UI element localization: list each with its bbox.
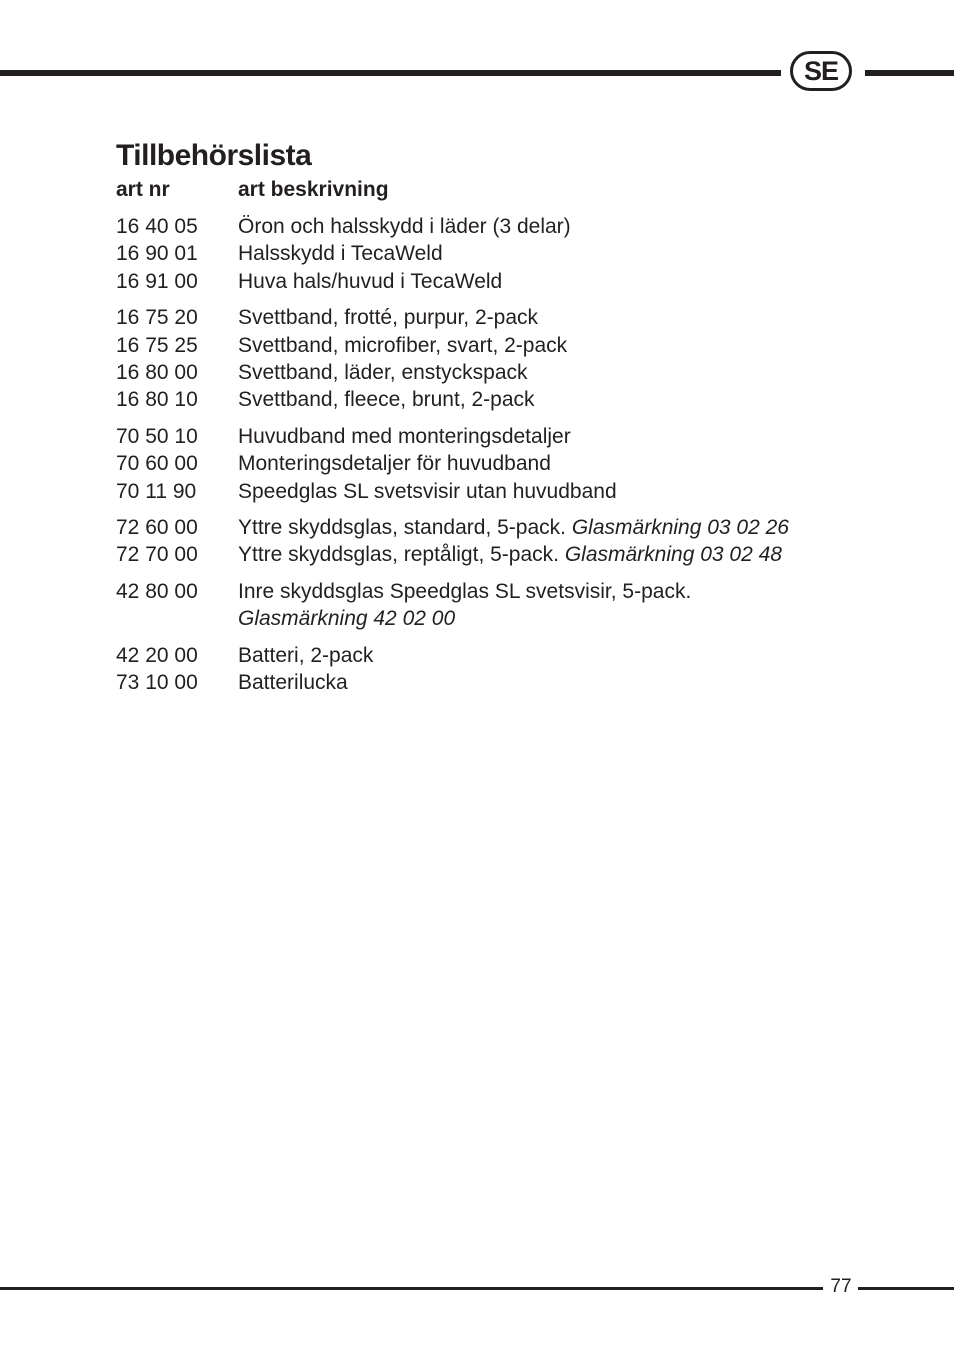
article-number: 70 60 00 xyxy=(116,452,198,476)
description-text: Speedglas SL svetsvisir utan huvudband xyxy=(238,479,617,503)
article-number: 16 90 01 xyxy=(116,242,198,266)
accessory-list xyxy=(116,138,896,697)
description-text: Huvudband med monteringsdetaljer xyxy=(238,424,571,448)
table-row xyxy=(116,669,896,696)
description-text: Monteringsdetaljer för huvudband xyxy=(238,452,551,476)
table-row xyxy=(116,514,896,541)
table-row xyxy=(116,423,896,450)
description-text: Halsskydd i TecaWeld xyxy=(238,242,443,266)
article-description xyxy=(238,213,896,240)
item-group xyxy=(116,642,896,697)
table-row xyxy=(116,450,896,477)
language-badge: SE xyxy=(790,51,852,91)
description-text: Öron och halsskydd i läder (3 delar) xyxy=(238,215,571,238)
article-number xyxy=(116,605,238,632)
article-description xyxy=(238,332,896,359)
article-description xyxy=(238,268,896,295)
article-description xyxy=(238,359,896,386)
article-description xyxy=(238,450,896,477)
table-row xyxy=(116,478,896,505)
table-row xyxy=(116,240,896,267)
description-text: Inre skyddsglas Speedglas SL svetsvisir, 5-pack. xyxy=(238,579,692,603)
description-text: Svettband, fleece, brunt, 2-pack xyxy=(238,388,535,412)
article-description xyxy=(238,386,896,413)
description-text: Svettband, microfiber, svart, 2-pack xyxy=(238,333,568,357)
article-number: 73 10 00 xyxy=(116,671,198,695)
item-group xyxy=(116,578,896,633)
description-text: Huva hals/huvud i TecaWeld xyxy=(238,269,503,293)
article-description xyxy=(238,642,896,669)
table-row xyxy=(116,578,896,605)
glass-marking: Glasmärkning 42 02 00 xyxy=(238,607,456,631)
article-number: 42 80 00 xyxy=(116,579,198,603)
article-description xyxy=(238,514,896,541)
article-number: 72 60 00 xyxy=(116,516,198,540)
article-description xyxy=(238,578,896,605)
item-group xyxy=(116,304,896,414)
header-rule-left xyxy=(0,70,781,76)
footer-rule-right xyxy=(858,1287,954,1290)
table-row xyxy=(116,642,896,669)
article-description xyxy=(238,605,896,632)
table-row xyxy=(116,359,896,386)
description-text: Yttre skyddsglas, standard, 5-pack. xyxy=(238,516,566,540)
footer-rule-left xyxy=(0,1287,823,1290)
description-text: Svettband, läder, enstyckspack xyxy=(238,361,528,385)
table-row xyxy=(116,386,896,413)
article-number: 16 40 05 xyxy=(116,215,198,238)
article-description xyxy=(238,541,896,568)
header-rule-right xyxy=(865,70,954,76)
column-header-description: art beskrivning xyxy=(238,178,389,201)
table-row xyxy=(116,213,896,240)
description-text: Batterilucka xyxy=(238,671,348,695)
article-number: 16 80 00 xyxy=(116,361,198,385)
article-number: 42 20 00 xyxy=(116,643,198,667)
description-text: Svettband, frotté, purpur, 2-pack xyxy=(238,306,539,330)
table-row-continuation xyxy=(116,605,896,632)
article-number: 16 80 10 xyxy=(116,388,198,412)
table-row xyxy=(116,541,896,568)
article-description xyxy=(238,240,896,267)
table-header xyxy=(116,176,896,204)
article-number: 16 91 00 xyxy=(116,269,198,293)
article-description xyxy=(238,423,896,450)
article-number: 72 70 00 xyxy=(116,543,198,567)
page-title: Tillbehörslista xyxy=(116,139,312,172)
item-group xyxy=(116,213,896,295)
article-description xyxy=(238,304,896,331)
column-header-art-nr: art nr xyxy=(116,178,170,201)
article-description xyxy=(238,478,896,505)
description-text: Batteri, 2-pack xyxy=(238,643,374,667)
article-number: 16 75 25 xyxy=(116,333,198,357)
description-text: Yttre skyddsglas, reptåligt, 5-pack. xyxy=(238,543,559,567)
article-number: 16 75 20 xyxy=(116,306,198,330)
article-number: 70 11 90 xyxy=(116,479,197,503)
article-number: 70 50 10 xyxy=(116,424,198,448)
article-description xyxy=(238,669,896,696)
page-number: 77 xyxy=(830,1276,852,1297)
glass-marking: Glasmärkning 03 02 26 xyxy=(571,516,789,540)
table-row xyxy=(116,332,896,359)
item-group xyxy=(116,423,896,505)
table-row xyxy=(116,304,896,331)
item-group xyxy=(116,514,896,569)
glass-marking: Glasmärkning 03 02 48 xyxy=(564,543,782,567)
table-row xyxy=(116,268,896,295)
